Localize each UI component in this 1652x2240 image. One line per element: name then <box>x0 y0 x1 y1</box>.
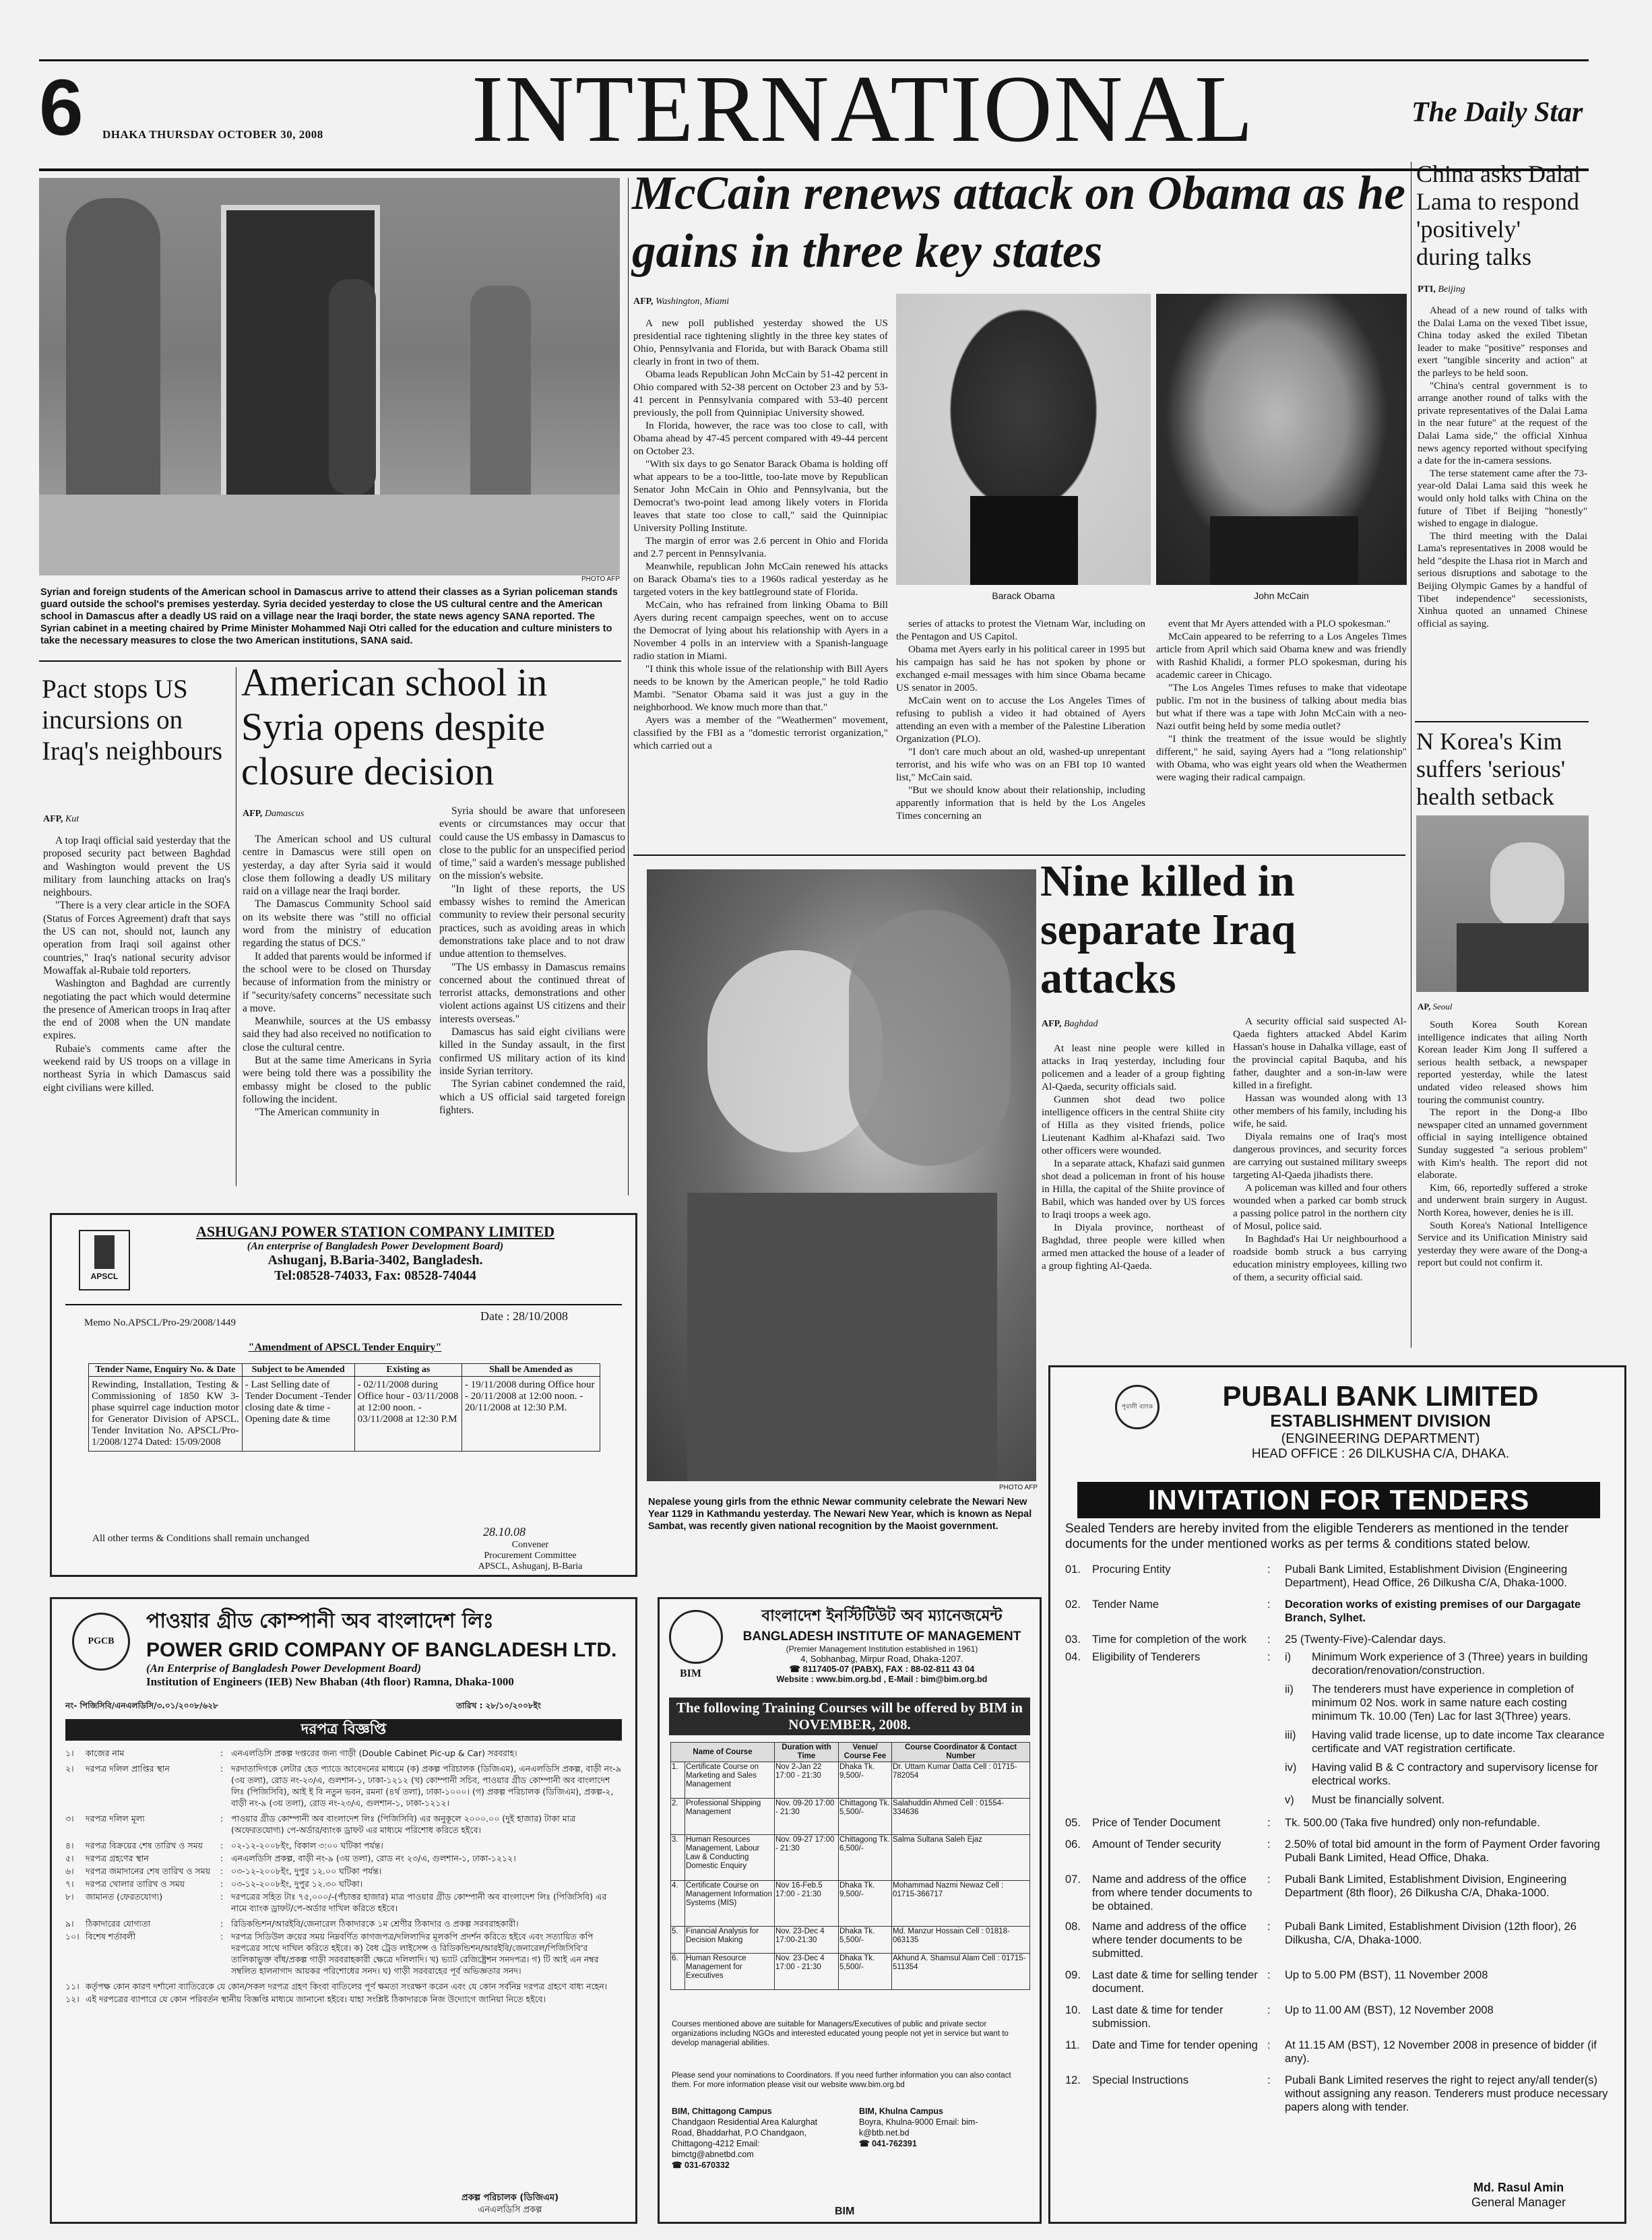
list-item: 07. Name and address of the office from where tender documents to be obtained. : Pubali Bank Limited, Establishment Division, Engineering Department (8th floor), 26 Dilkusha C/A, Dhaka-1000. <box>1065 1873 1567 1912</box>
list-item: ৫। দরপত্র গ্রহণের স্থান : এনএলডিসি প্রকল্প, বাড়ী নং-৯ (৩য় তলা), রোড নং ২৩/এ, গুলশান-১, ঢাকা-১২১২। <box>65 1853 516 1863</box>
student-figure <box>329 279 376 495</box>
list-item: ৮। জামানত (ফেরতযোগ্য) : দরপত্রের সহিত টাঃ ৭৫,০০০/-(পঁচাত্তর হাজার) মাত্র পাওয়ার গ্রীড কোম্পানী অব বাংলাদেশ লিঃ (পিজিসিবি) এর নামে ব্যাংক ড্রাফট/পে-অর্ডার দাখিল করিতে হইবে। <box>65 1892 607 1913</box>
list-item: 09. Last date & time for selling tender document. : Up to 5.00 PM (BST), 11 November 2008 <box>1065 1969 1488 1995</box>
bim-banner: The following Training Courses will be offered by BIM in NOVEMBER, 2008. <box>669 1698 1030 1735</box>
list-item: 03. Time for completion of the work : 25 (Twenty-Five)-Calendar days. <box>1065 1634 1447 1646</box>
pgcb-ad <box>50 1597 637 2224</box>
mccain-body-col3: event that Mr Ayers attended with a PLO spokesman." McCain appeared to be referring to a Los Angeles Times article from April which said Obama knew and was friendly with Rashid Khalidi, a former PLO spokesman, during his academic career in Chicago. "The Los Angeles Times refuses to make that videotape public. I'm not in the business of talking about media bias but what if there was a tape with John McCain with a neo-Nazi outfit being held by some media outlet? "I think the treatment of the issue would be slightly different," he said, saying Ayers had a "long relationship" with Obama, who was eight years old when the Weathermen were waging their radical campaign. <box>1156 618 1407 783</box>
mccain-byline: AFP, Washington, Miami <box>633 297 730 307</box>
bim-khulna-campus: BIM, Khulna Campus Boyra, Khulna-9000 Email: bim-k@btb.net.bd ☎ 041-762391 <box>859 2107 978 2148</box>
pgcb-date: তারিখ : ২৮/১০/২০০৮ইং <box>456 1701 542 1710</box>
list-item: 05. Price of Tender Document : Tk. 500.00 (Taka five hundred) only non-refundable. <box>1065 1817 1540 1829</box>
bim-ad <box>658 1597 1042 2224</box>
table-row: 1. Certificate Course on Marketing and Sales Management Nov 2-Jan 22 17:00 - 21:30 Dhaka Tk. 9,500/- Dr. Uttam Kumar Datta Cell : 01715-782054 <box>671 1762 1030 1799</box>
bim-note2: Please send your nominations to Coordinators. If you need further information you can also contact them. For more information please visit our website www.bim.org.bd <box>672 2072 1011 2089</box>
pgcb-logo: PGCB <box>72 1613 130 1671</box>
pact-byline: AFP, Kut <box>43 814 80 824</box>
pgcb-list <box>65 1747 622 2009</box>
apscl-address: Ashuganj, B.Baria-3402, Bangladesh. <box>267 1253 483 1268</box>
school-photo <box>39 178 620 575</box>
table-header: Subject to be Amended <box>242 1364 354 1377</box>
china-headline: China asks Dalai Lama to respond 'positively' during talks <box>1416 160 1581 270</box>
apscl-subtitle: (An enterprise of Bangladesh Power Development Board) <box>247 1241 504 1252</box>
iraq-body-col1: At least nine people were killed in attacks in Iraq yesterday, including four policemen and a leader of a group fighting Al-Qaeda, security officials said. Gunmen shot dead two police intelligence officers in the central Shiite city of Hilla as they visited friends, police Lieutenant Kadhim al-Khafazi said. Two other officers were wounded. In a separate attack, Khafazi said gunmen shot dead a policeman in front of his house in Hilla, the capital of the Shiite province of Babil, which was handed over by US forces to Iraqi troops a week ago. In Diyala province, northeast of Baghdad, three people were killed when armed men attacked the house of a leader of a group fighting Al-Qaeda. <box>1042 1043 1225 1272</box>
apscl-table <box>88 1363 600 1452</box>
pubali-head-office: HEAD OFFICE : 26 DILKUSHA C/A, DHAKA. <box>1251 1447 1510 1461</box>
syria-body-col1: The American school and US cultural centre in Damascus were still open on yesterday, a day after Syria said it would close them following a deadly US military raid on a village near the Iraqi border. The Damascus Community School said on its website there was "still no official word from the ministry of education regarding the status of DCS." It added that parents would be informed if the school were to be closed on Thursday because of information from the ministry or if "security/safety concerns" necessitate such a move. Meanwhile, sources at the US embassy said they had also received no notification to close the cultural centre. But at the same time Americans in Syria were being told there was a possibility the embassy might be closed to the public following the incident. "The American community in <box>243 834 431 1119</box>
obama-label: Barack Obama <box>992 590 1055 601</box>
bim-phone: ☎ 8117405-07 (PABX), FAX : 88-02-811 43 04 <box>789 1664 975 1674</box>
rule <box>633 854 1405 856</box>
pgcb-notice: দরপত্র বিজ্ঞপ্তি <box>65 1719 622 1741</box>
bim-web: Website : www.bim.org.bd , E-Mail : bim@bim.org.bd <box>776 1675 988 1684</box>
apscl-sign-date: 28.10.08 <box>483 1525 526 1538</box>
pubali-intro: Sealed Tenders are hereby invited from the eligible Tenderers as mentioned in the tender documents for the under mentioned works as per terms & conditions stated below. <box>1065 1522 1569 1551</box>
pubali-title: PUBALI BANK LIMITED <box>1222 1380 1539 1412</box>
table-header: Duration with Time <box>775 1743 839 1762</box>
list-item: ২। দরপত্র দলিল প্রাপ্তির স্থান : দরদাতাদিগকে লেটার হেড প্যাডে আবেদনের মাধ্যমে (ক) প্রকল্প পরিচালক (ডিজিএম), এনএলডিসি প্রকল্প, বাড়ী নং-৯ (৩য় তলা), রোড নং-২৩/এ, গুলশান-১, ঢাকা-১২১২ (খ) কোম্পানী সচিব, পাওয়ার গ্রীড কোম্পানী অব বাংলাদেশ লিঃ (পিজিসিবি), আই ই বি নতুন ভবন, রমনা (৪র্থ তলা), ঢাকা-১০০০। (গ) প্রকল্প পরিচালক (ডিজিএম), প্রকল্প-২, বাড়ী নং-৯ (৩য় তলা), রোড নং-২৩/এ, গুলশান-১, ঢাকা-১২১২। <box>65 1764 622 1808</box>
newari-photo <box>647 869 1036 1481</box>
table-header: Venue/ Course Fee <box>839 1743 892 1762</box>
apscl-memo: Memo No.APSCL/Pro-29/2008/1449 <box>84 1317 236 1328</box>
paper-logo: The Daily Star <box>1411 97 1583 128</box>
suit-shape <box>1210 516 1358 585</box>
apscl-footer: All other terms & Conditions shall remain unchanged <box>92 1533 310 1544</box>
table-header: Shall be Amended as <box>462 1364 600 1377</box>
pubali-list <box>1065 1563 1612 2122</box>
obama-photo <box>896 294 1151 585</box>
column-rule <box>628 178 629 1195</box>
garment <box>687 1193 997 1481</box>
apscl-ad <box>50 1213 637 1577</box>
eligibility-list: i) Minimum Work experience of 3 (Three) years in building decoration/renovation/construction. ii) The tenderers must have experience in completion of minimum 02 Nos. work in same nature each costing minimum Tk. 10.00 (Ten) Lac for last 3(Three) years. iii) Having valid trade license, up to date income Tax clearance certificate and VAT registration certificate. iv) Having valid B & C contractory and supervisory license for electrical works. v) Must be financially solvent. <box>1285 1651 1605 1806</box>
apscl-logo: APSCL <box>79 1230 130 1290</box>
pgcb-title-bn: পাওয়ার গ্রীড কোম্পানী অব বাংলাদেশ লিঃ <box>146 1609 494 1633</box>
table-row: 4. Certificate Course on Management Information Systems (MIS) Nov 16-Feb.5 17:00 - 21:30 Dhaka Tk. 9,500/- Mohammad Nazmi Newaz Cell : 01715-366717 <box>671 1881 1030 1927</box>
china-byline: PTI, Beijing <box>1418 284 1465 294</box>
bim-title-bn: বাংলাদেশ ইনস্টিটিউট অব ম্যানেজমেন্ট <box>761 1607 1003 1625</box>
apscl-tel: Tel:08528-74033, Fax: 08528-74044 <box>274 1268 476 1283</box>
mccain-body-col2: series of attacks to protest the Vietnam War, including on the Pentagon and US Capitol. Obama met Ayers early in his political career in 1995 but his campaign has said he has not spoken by phone or exchanged e-mail messages with him since Obama became US senator in 2005. McCain went on to accuse the Los Angeles Times of refusing to publish a video it had obtained of Ayers attending an even with a member of the Palestine Liberation Organization (PLO). "I don't care much about an old, washed-up unrepentant terrorist, and his wife who was on an FBI top 10 wanted list," McCain said. "But we should know about their relationship, including apparently information that is held by the Los Angeles Times concerning an <box>896 618 1145 821</box>
table-header: Course Coordinator & Contact Number <box>892 1743 1030 1762</box>
bim-title: BANGLADESH INSTITUTE OF MANAGEMENT <box>742 1629 1021 1644</box>
mccain-photo <box>1156 294 1407 585</box>
apscl-date: Date : 28/10/2008 <box>480 1309 568 1323</box>
list-item: ১। কাজের নাম : এনএলডিসি প্রকল্প দপ্তরের জন্য গাড়ী (Double Cabinet Pic-up & Car) সরবরাহ। <box>65 1748 517 1758</box>
list-item: ৭। দরপত্র খোলার তারিখ ও সময় : ০৩-১২-২০০৮ইং, দুপুর ১২.৩০ ঘটিকা। <box>65 1879 363 1889</box>
china-body: Ahead of a new round of talks with the Dalai Lama on the vexed Tibet issue, China today asked the exiled Tibetan leader to make "positive" responses and exert "tangible sincerity and action" at the parleys to be held soon. "China's central government is to arrange another round of talks with the private representatives of the Dalai Lama in the near future" at the request of the Dalai Lama side," the official Xinhua news agency reported without specifying a date for the in-camera sessions. The terse statement came after the 73-year-old Dalai Lama said this week he would only hold talks with China on the future of Tibet if Beijing "honestly" wished to engage in dialogue. The third meeting with the Dalai Lama's representatives in 2008 would be held "despite the Lhasa riot in March and serious disruptions and sabotage to the Beijing Olympic Games by a handful of Tibet independence" secessionists, Xinhua quoted an unnamed Chinese official as saying. <box>1418 305 1587 629</box>
bim-ctg-campus: BIM, Chittagong Campus Chandgaon Residential Area Kalurghat Road, Bhaddarhat, P.O Chandgaon, Chittagong-4212 Email: bimctg@abnetbd.com ☎ 031-670332 <box>672 2107 818 2170</box>
pgcb-title: POWER GRID COMPANY OF BANGLADESH LTD. <box>146 1639 617 1661</box>
apscl-notice-title: "Amendment of APSCL Tender Enquiry" <box>248 1342 442 1353</box>
nkorea-body: South Korea South Korean intelligence indicates that ailing North Korean leader Kim Jong Il suffered a serious health setback, a newspaper reported yesterday, while the latest undated video released shows him touring the communist country. The report in the Dong-a Ilbo newspaper cited an unnamed government official in saying intelligence obtained Sunday suggested "a serious problem" with Kim's health. The report did not elaborate. Kim, 66, reportedly suffered a stroke and underwent brain surgery in August. North Korea, however, denies he is ill. South Korea's National Intelligence Service and its Unification Ministry said yesterday they were aware of the Dong-a report but could not confirm it. <box>1418 1020 1587 1269</box>
list-item: ৯। ঠিকাদারের যোগ্যতা : রিডিকন্ডিশন/আরইবি/জেনারেল ঠিকাদারকে ১ম শ্রেণীর ঠিকাদার ও প্রকল্প সরবরাহকারী। <box>65 1919 519 1929</box>
bim-course-table <box>670 1742 1030 1990</box>
table-cell: - 19/11/2008 during Office hour - 20/11/2008 at 12:00 noon. - 20/11/2008 at 12:30 P.M. <box>462 1377 600 1452</box>
syria-headline: American school in Syria opens despite closure decision <box>241 660 548 793</box>
pubali-division: ESTABLISHMENT DIVISION <box>1270 1412 1491 1431</box>
photo-credit: PHOTO AFP <box>998 1484 1038 1491</box>
table-row: 3. Human Resources Management, Labour Law & Conducting Domestic Enquiry Nov. 09-27 17:00 - 21:30 Chittagong Tk. 6,500/- Salma Sultana Saleh Ejaz <box>671 1835 1030 1881</box>
pgcb-signer: প্রকল্প পরিচালক (ডিজিএম) এনএলডিসি প্রকল্প <box>461 2193 559 2215</box>
iraq-body-col2: A security official said suspected Al-Qaeda fighters attacked Abdel Karim Hassan's house in Dahalka village, east of the provincial capital Baquba, and his father, daughter and a son-in-law were killed in a firefight. Hassan was wounded along with 13 other members of his family, including his wife, he said. Diyala remains one of Iraq's most dangerous provinces, and security forces are carrying out sustained military sweeps targeting Al-Qaeda jihadists there. A policeman was killed and four others wounded when a parked car bomb struck a passing police patrol in the northern city of Mosul, police said. In Baghdad's Hai Ur neighbourhood a roadside bomb struck a bus carrying education ministry employees, killing two of them, a security official said. <box>1233 1016 1407 1283</box>
list-item: 02. Tender Name : Decoration works of existing premises of our Dargagate Branch, Sylhet. <box>1065 1598 1581 1624</box>
mccain-body-col1: A new poll published yesterday showed the US presidential race tightening slightly in the three key states of Ohio, Pennsylvania and Florida, but with Barack Obama still clearly in front in two of them. Obama leads Republican John McCain by 51-42 percent in Ohio compared with 52-38 percent on October 23 and by 53-41 percent in Pennsylvania compared with 53-40 percent previously, the poll from Quinnipiac University showed. In Florida, however, the race was too close to call, with Obama ahead by 47-45 percent compared with 49-44 percent on October 23. "With six days to go Senator Barack Obama is holding off what appears to be a too-little, too-late move by Republican Senator John McCain in Ohio and Pennsylvania, but the Democrat's two-point lead among likely voters in Florida leaves that state too close to call," said the Quinnipiac University Polling Institute. The margin of error was 2.6 percent in Ohio and Florida and 2.7 percent in Pennsylvania. Meanwhile, republican John McCain renewed his attacks on Barack Obama's ties to a 1960s radical yesterday as he targeted voters in the key battleground state of Florida. McCain, who has refrained from linking Obama to Bill Ayers during recent campaign speeches, went on to accuse the Democrat of lying about his relationship with Ayers in a November 4 polls in an interview with a Spanish-language radio station in Miami. "I think this whole issue of the relationship with Bill Ayers needs to be known by the American people," he told Radio Mambi. "Senator Obama said it was just a guy in the neighborhood. We know much more than that." Ayers was a member of the "Weathermen" movement, classified by the FBI as a "domestic terrorist organization," which carried out a <box>633 317 888 751</box>
bim-est: (Premier Management Institution established in 1961) <box>786 1644 978 1654</box>
table-header: Existing as <box>354 1364 462 1377</box>
mccain-label: John McCain <box>1254 590 1309 601</box>
list-item: 10. Last date & time for tender submission. : Up to 11.00 AM (BST), 12 November 2008 <box>1065 2004 1494 2030</box>
nkorea-headline: N Korea's Kim suffers 'serious' health setback <box>1416 728 1566 810</box>
bim-logo-text: BIM <box>680 1668 701 1679</box>
pubali-signer: Md. Rasul Amin General Manager <box>1471 2181 1566 2209</box>
nkorea-byline: AP, Seoul <box>1418 1001 1453 1012</box>
jacket-shape <box>1457 923 1589 992</box>
photo-caption: Syrian and foreign students of the American school in Damascus arrive to attend their classes as a Syrian policeman stands guard outside the school's premises yesterday. Syria decided yesterday to close the US cultural centre and the American school in Damascus after a deadly US raid on a village near the Iraqi border, the state news agency SANA reported. The Syrian cabinet in a meeting chaired by Prime Minister Mohammed Naji Otri called for the education and culture ministers to take the necessary measures to close the two American institutions, SANA said. <box>40 587 618 646</box>
kim-photo <box>1416 815 1589 992</box>
iraq-byline: AFP, Baghdad <box>1042 1019 1098 1029</box>
pavement <box>39 495 620 575</box>
table-row: 2. Professional Shipping Management Nov. 09-20 17:00 - 21:30 Chittagong Tk. 5,500/- Salahuddin Ahmed Cell : 01554-334636 <box>671 1799 1030 1835</box>
list-item: ১১। কর্তৃপক্ষ কোন কারণ দর্শানো ব্যাতিরেকে যে কোন/সকল দরপত্র গ্রহণ কিংবা বাতিলের পূর্ণ ক্ষমতা সংরক্ষণ করেন এবং যে কোন সর্বনিম্ন দরপত্র গ্রহণে বাধ্য নহেন। <box>65 1981 608 1991</box>
table-header: Name of Course <box>671 1743 775 1762</box>
pgcb-ref: নং- পিজিসিবি/এনএলডিসি/৩.০১/২০০৮/৬২৮ <box>65 1701 218 1710</box>
table-cell: - 02/11/2008 during Office hour - 03/11/2008 at 12:00 noon. - 03/11/2008 at 12:30 P.M <box>354 1377 462 1452</box>
iraq-headline: Nine killed in separate Iraq attacks <box>1040 857 1296 1003</box>
pubali-logo: পূবালী ব্যাংক <box>1115 1385 1159 1429</box>
dateline: DHAKA THURSDAY OCTOBER 30, 2008 <box>102 128 323 141</box>
mccain-headline: McCain renews attack on Obama as he gains in three key states <box>632 167 1405 278</box>
bim-address: 4, Sobhanbag, Mirpur Road, Dhaka-1207. <box>800 1654 963 1664</box>
apscl-signer: Convener Procurement Committee APSCL, Ashuganj, B-Baria <box>478 1540 583 1572</box>
bim-emblem <box>669 1610 723 1664</box>
table-cell: - Last Selling date of Tender Document -Tender closing date & time -Opening date & time <box>242 1377 354 1452</box>
list-item: 11. Date and Time for tender opening : At 11.15 AM (BST), 12 November 2008 in presence of bidder (if any). <box>1065 2039 1597 2065</box>
table-row: 5. Financial Analysis for Decision Making Nov. 23-Dec 4 17:00-21:30 Dhaka Tk. 5,500/- Md. Manzur Hossain Cell : 01818-063135 <box>671 1927 1030 1954</box>
pgcb-address: Institution of Engineers (IEB) New Bhaban (4th floor) Ramna, Dhaka-1000 <box>146 1675 514 1688</box>
suit-shape <box>970 496 1078 585</box>
photo-credit: PHOTO AFP <box>581 575 620 583</box>
rule <box>1415 721 1589 722</box>
bim-note1: Courses mentioned above are suitable for Managers/Executives of public and private sector organizations including NGOs and interested educated young people not yet in service but want to develop managerial abilities. <box>672 2020 1009 2047</box>
list-item: 12. Special Instructions : Pubali Bank Limited reserves the right to reject any/all tender(s) without assigning any reason. Tenderers must produce necessary papers along with tender. <box>1065 2074 1608 2113</box>
apscl-title: ASHUGANJ POWER STATION COMPANY LIMITED <box>195 1223 555 1240</box>
list-item: ১০। বিশেষ শর্তাবলী : দরপত্র সিডিউল ক্রয়ের সময় নিম্নবর্ণিত কাগজপত্র/দলিলাদির মূলকপি প্রদর্শন করিতে হইবে এবং সত্যায়িত কপি দরপত্রের সাথে দাখিল করিতে হইবে। ক) বৈধ ট্রেড লাইসেন্স ও রিডিকন্ডিশন/আরইবি/জেনারেল/পিজিসিবি'র তালিকাভুক্ত বাঁধ/প্রকল্প গাড়ী সরবরাহকারী ক্ষেত্রে দলিলাদি। খ) ভ্যাট রেজিষ্ট্রেশন সনদপত্র। গ) টি আই এন নম্বর সম্বলিত হালনাগাদ আয়কর পরিশোধের সনদ। ঘ) গাড়ী সরবরাহের পূর্ব অভিজ্ঞতার সনদ। <box>65 1931 599 1976</box>
pubali-banner: INVITATION FOR TENDERS <box>1077 1482 1600 1518</box>
list-item: 06. Amount of Tender security : 2.50% of total bid amount in the form of Payment Order favoring Pubali Bank Limited, Head Office, Dhaka. <box>1065 1838 1600 1864</box>
face-shape <box>1490 842 1564 930</box>
newari-caption: Nepalese young girls from the ethnic Newar community celebrate the Newari New Year 1129 in Kathmandu yesterday. The Newari New Year, which is known as Nepal Sambat, was recently given national recognition by the Maoist government. <box>648 1497 1032 1532</box>
table-cell: Rewinding, Installation, Testing & Commissioning of 1850 KW 3-phase squirrel cage induction motor for Generator Division of APSCL. Tender Invitation No. APSCL/Pro-1/2008/1274 Dated: 15/09/2008 <box>89 1377 243 1452</box>
syria-body-col2: Syria should be aware that unforeseen events or circumstances may occur that could cause the US embassy in Damascus to close to the public for an unspecified period of time," said a warden's message published on the mission's website. "In light of these reports, the US embassy wishes to remind the American community to review their personal security practices, such as avoiding areas in which demonstrations take place and to not draw undue attention to themselves. "The US embassy in Damascus remains concerned about the continued threat of terrorist attacks, demonstrations and other violent actions against US citizens and their interests overseas." Damascus has said eight civilians were killed in the Sunday assault, in the first confirmed US military action of its kind inside Syrian territory. The Syrian cabinet condemned the raid, which a US official said targeted foreign fighters. <box>439 805 625 1116</box>
syria-byline: AFP, Damascus <box>243 809 305 819</box>
table-header: Tender Name, Enquiry No. & Date <box>89 1364 243 1377</box>
pgcb-subtitle: (An Enterprise of Bangladesh Power Development Board) <box>146 1662 422 1675</box>
list-item: ৪। দরপত্র বিক্রয়ের শেষ তারিখ ও সময় : ০২-১২-২০০৮ইং, বিকাল ৩:০০ ঘটিকা পর্যন্ত। <box>65 1840 383 1850</box>
page-number: 6 <box>39 63 84 152</box>
bim-footer-mark: BIM <box>835 2206 855 2217</box>
pact-headline: Pact stops US incursions on Iraq's neighbours <box>42 675 223 766</box>
list-item: 01. Procuring Entity : Pubali Bank Limited, Establishment Division (Engineering Department), Head Office, 26 Dilkusha C/A, Dhaka-1000. <box>1065 1563 1568 1589</box>
girl-face <box>849 910 1011 1166</box>
list-item: ৬। দরপত্র জমাদানের শেষ তারিখ ও সময় : ০৩-১২-২০০৮ইং, দুপুর ১২.০০ ঘটিকা পর্যন্ত। <box>65 1866 382 1876</box>
pubali-ad <box>1048 1365 1626 2224</box>
pact-body: A top Iraqi official said yesterday that the proposed security pact between Baghdad and Washington would prevent the US military from launching attacks on Iraq's neighbours. "There is a very clear article in the SOFA (Status of Forces Agreement) draft that says the US can not, should not, launch any operation from Iraqi soil against other countries," Iraq's national security advisor Mowaffak al-Rubaie told reporters. Washington and Baghdad are currently negotiating the pact which would determine the presence of American troops in Iraq after the end of 2008 when the UN mandate expires. Rubaie's comments came after the weekend raid by US troops on a village in northeast Syria in which Damascus said eight civilians were killed. <box>43 835 230 1094</box>
pubali-dept: (ENGINEERING DEPARTMENT) <box>1281 1431 1480 1446</box>
student-figure <box>470 286 531 515</box>
list-item: 04. Eligibility of Tenderers : i) Minimum Work experience of 3 (Three) years in building decoration/renovation/construction. ii) The tenderers must have experience in completion of minimum 02 Nos. work in same nature each costing minimum Tk. 10.00 (Ten) Lac for last 3(Three) years. iii) Having valid trade license, up to date income Tax clearance certificate and VAT registration certificate. iv) Having valid B & C contractory and supervisory license for electrical works. v) Must be financially solvent. <box>1065 1650 1612 1812</box>
list-item: 08. Name and address of the office where tender documents to be submitted. : Pubali Bank Limited, Establishment Division (12th floor), 26 Dilkusha, C/A, Dhaka-1000. <box>1065 1921 1577 1960</box>
list-item: ১২। এই দরপত্রের ব্যাপারে যে কোন পরিবর্তন স্থানীয় বিজ্ঞপ্তি মাধ্যমে জানানো হইবে। যাহা সংশ্লিষ্ট ঠিকাদারকে নিজ উদ্যোগে জানিয়া নিতে হইবে। <box>65 1994 546 2004</box>
section-title: INTERNATIONAL <box>472 55 1254 162</box>
tower-icon <box>94 1235 115 1269</box>
table-row: 6. Human Resource Management for Executives Nov. 23-Dec 4 17:00 - 21:30 Dhaka Tk. 5,500/- Akhund A. Shamsul Alam Cell : 01715-511354 <box>671 1954 1030 1990</box>
list-item: ৩। দরপত্র দলিল মূল্য : পাওয়ার গ্রীড কোম্পানী অব বাংলাদেশ লিঃ (পিজিসিবি) এর অনুকূলে ২০০০.০০ (দুই হাজার) টাকা মাত্র (অফেরতযোগ্য) পে-অর্ডার/ব্যাংক ড্রাফট এর মাধ্যমে পরিশোধ করিতে হইবে। <box>65 1813 576 1835</box>
